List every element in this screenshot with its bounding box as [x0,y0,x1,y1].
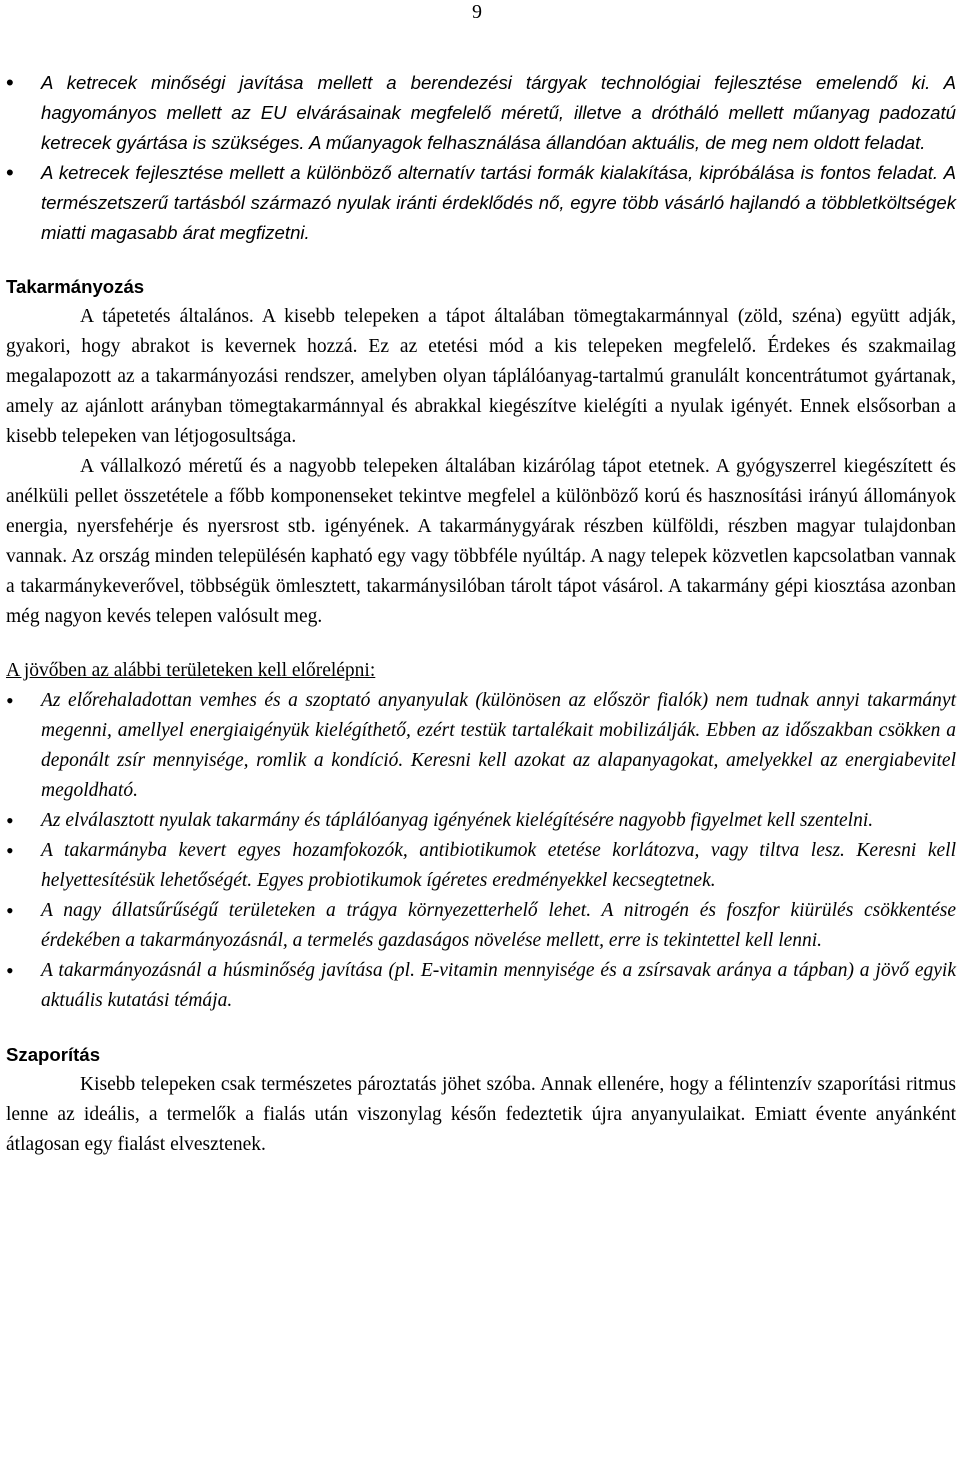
list-item: • A ketrecek fejlesztése mellett a különböző alternatív tartási formák kialakítása, kipróbálása is fontos feladat. A természetszerű tartásból származó nyulak iránti érdeklődés nő, egyre több vásárló hajlandó a többletköltségek miatti magasabb árat megfizetni. [6,158,956,248]
list-item: • A takarmányba kevert egyes hozamfokozók, antibiotikumok etetése korlátozva, vagy tiltva lesz. Keresni kell helyettesítésük lehetőségét. Egyes probiotikumok ígéretes eredményekkel kecsegtetnek. [6,836,956,896]
section-heading-feeding: Takarmányozás [6,276,145,297]
page-number: 9 [472,1,482,23]
list-item: • A takarmányozásnál a húsminőség javítása (pl. E-vitamin mennyisége és a zsírsavak aránya a tápban) a jövő egyik aktuális kutatási témája. [6,956,956,1016]
list-item: • A ketrecek minőségi javítása mellett a berendezési tárgyak technológiai fejlesztése emelendő ki. A hagyományos mellett az EU elvárásainak megfelelő méretű, illetve a dróthálό mellett műanyag padozatú ketrecek gyártása is szükséges. A műanyagok felhasználása állandóan aktuális, de meg nem oldott feladat. [6,68,956,158]
list-item: • A nagy állatsűrűségű területeken a trágya környezetterhelő lehet. A nitrogén és foszfor kiürülés csökkentése érdekében a takarmányozásnál, a termelés gazdaságos növelése mellett, erre is tekintettel kell lenni. [6,896,956,956]
list-item: • Az elválasztott nyulak takarmány és táplálóanyag igényének kielégítésére nagyobb figyelmet kell szentelni. [6,806,956,836]
feeding-paragraph-2: A vállalkozó méretű és a nagyobb telepeken általában kizárólag tápot etetnek. A gyógyszerrel kiegészített és anélküli pellet összetétele a főbb komponenseket tekintve megfelel a különböző korú és hasznosítási irányú állományok energia, nyersfehérje és nyersrost stb. igényének. A takarmánygyárak részben külföldi, részben magyar tulajdonban vannak. Az ország minden településén kapható egy vagy többféle nyúltáp. A nagy telepek közvetlen kapcsolatban vannak a takarmánykeverővel, többségük ömlesztett, takarmánysilóban tárolt tápot vásárol. A takarmány gépi kiosztása azonban még nagyon kevés telepen valósult meg. [6,456,956,627]
future-bullet-list [6,686,956,1016]
section-heading-breeding: Szaporítás [6,1044,101,1065]
feeding-paragraph-1: A tápetetés általános. A kisebb telepeken a tápot általában tömegtakarmánnyal (zöld, széna) együtt adják, gyakori, hogy abrakot is kevernek hozzá. Ez az etetési mód a kis telepeken megfelelő. Érdekes és szakmailag megalapozott az a takarmányozási rendszer, amelyben olyan táplálóanyag-tartalmú granulált koncentrátumot gyártanak, amely az ajánlott arányban tömegtakarmánnyal és abrakkal kiegészítve kielégíti a nyulak igényét. Ennek elsősorban a kisebb telepeken van létjogosultsága. [6,306,956,447]
future-subheading: A jövőben az alábbi területeken kell előrelépni: [6,660,376,681]
intro-bullet-list [6,68,956,248]
list-item: • Az előrehaladottan vemhes és a szoptató anyanyulak (különösen az először fialók) nem tudnak annyi takarmányt megenni, amellyel energiaigényük kielégíthető, ezért testük tartalékait mobilizálják. Ebben az időszakban csökken a deponált zsír mennyisége, romlik a kondíció. Keresni kell azokat az alapanyagokat, amelyekkel az energiabevitel megoldható. [6,686,956,806]
document-body [6,68,956,1160]
breeding-paragraph: Kisebb telepeken csak természetes pároztatás jöhet szóba. Annak ellenére, hogy a félintenzív szaporítási ritmus lenne az ideális, a termelők a fialás után viszonylag későn fedeztetik újra anyanyulaikat. Emiatt évente anyánként átlagosan egy fialást elvesztenek. [6,1074,956,1155]
